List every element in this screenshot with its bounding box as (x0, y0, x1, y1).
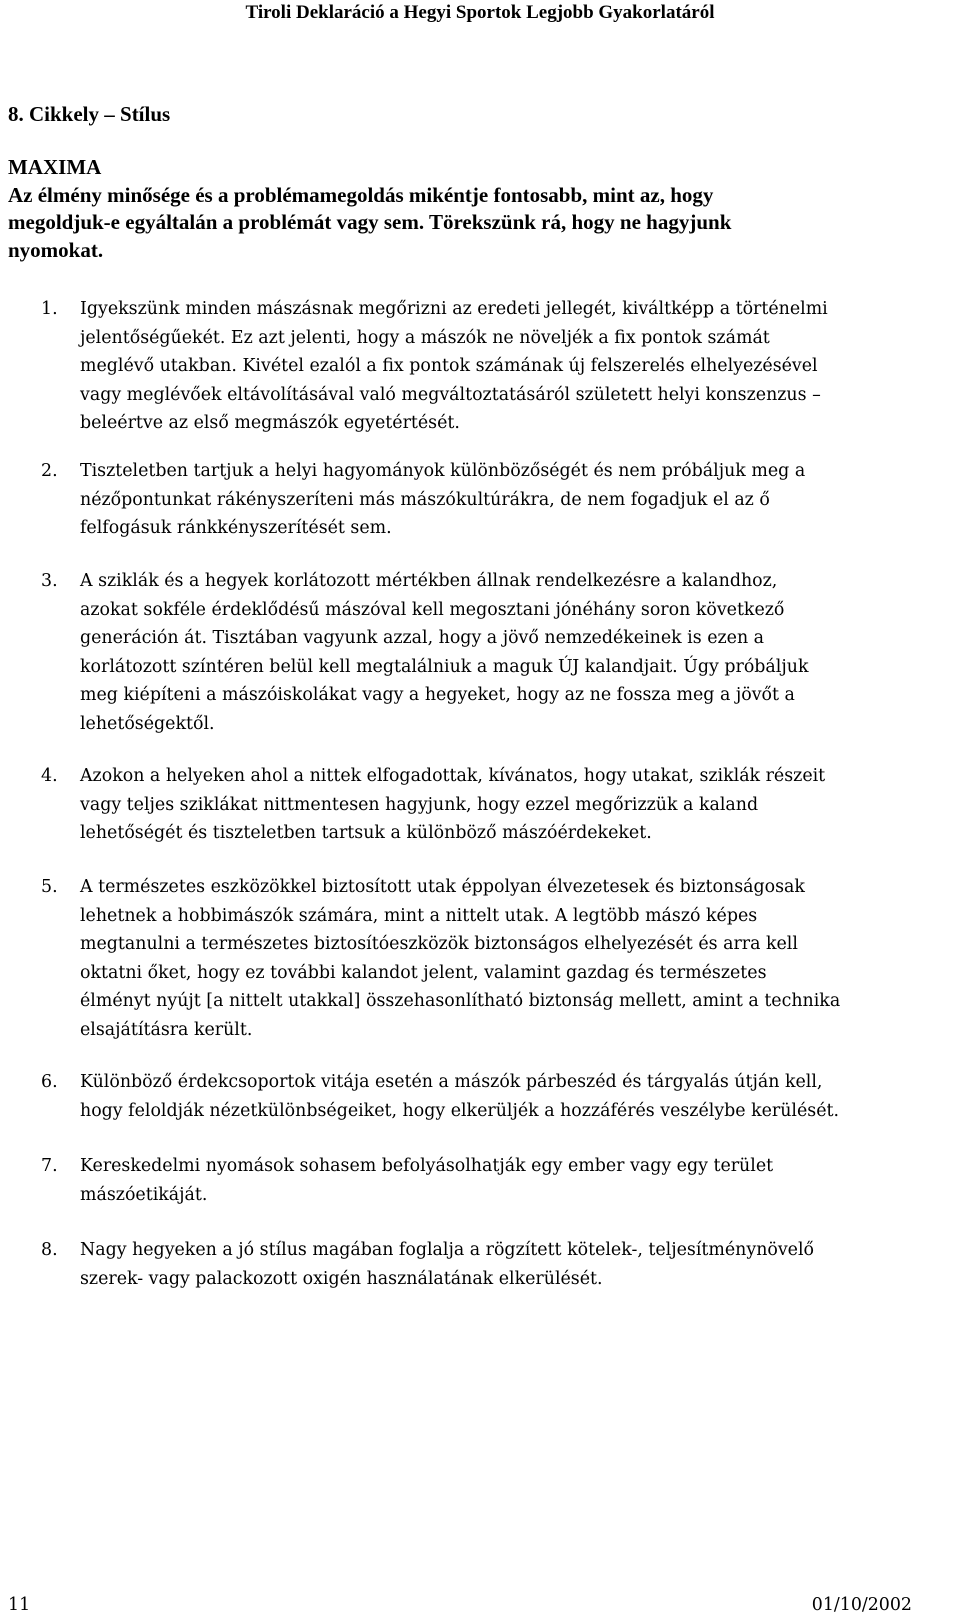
maxim-line: nyomokat. (8, 237, 104, 262)
item-number: 5. (41, 877, 58, 897)
item-line: mászóetikáját. (80, 1184, 208, 1205)
item-line: oktatni őket, hogy ez további kalandot jelent, valamint gazdag és természetes (80, 962, 767, 983)
maxim-line: Az élmény minősége és a problémamegoldás mikéntje fontosabb, mint az, hogy (8, 182, 714, 207)
item-line: korlátozott színtéren belül kell megtalálniuk a maguk ÚJ kalandjait. Úgy próbáljuk (80, 656, 809, 677)
item-line: generáción át. Tisztában vagyunk azzal, hogy a jövő nemzedékeinek is ezen a (80, 628, 765, 649)
item-line: meg kiépíteni a mászóiskolákat vagy a hegyeket, hogy az ne fossza meg a jövőt a (80, 685, 795, 706)
item-line: beleértve az első megmászók egyetértését. (80, 413, 460, 434)
item-text (80, 1236, 952, 1293)
item-line: felfogásuk ránkkényszerítését sem. (80, 518, 392, 539)
item-line: Kereskedelmi nyomások sohasem befolyásolhatják egy ember vagy egy terület (80, 1156, 774, 1176)
item-line: Igyekszünk minden mászásnak megőrizni az eredeti jellegét, kiváltképp a történelmi (80, 299, 828, 319)
item-number: 2. (41, 461, 58, 481)
item-line: nézőpontunkat rákényszeríteni más mászókultúrákra, de nem fogadjuk el az ő (80, 489, 770, 510)
item-line: azokat sokféle érdeklődésű mászóval kell megosztani jónéhány soron következő (80, 599, 785, 620)
maxim-label: MAXIMA (8, 155, 102, 179)
item-text (80, 1152, 952, 1209)
item-number: 4. (41, 766, 58, 786)
maxim-block (8, 154, 948, 264)
item-number: 1. (41, 299, 58, 319)
item-line: hogy feloldják nézetkülönbségeiket, hogy elkerüljék a hozzáférés veszélybe kerülését. (80, 1100, 840, 1121)
item-number: 8. (41, 1240, 58, 1260)
item-line: Nagy hegyeken a jó stílus magában foglalja a rögzített kötelek-, teljesítménynövelő (80, 1240, 815, 1260)
item-line: vagy teljes sziklákat nittmentesen hagyjunk, hogy ezzel megőrizzük a kaland (80, 794, 759, 815)
item-line: A természetes eszközökkel biztosított utak éppolyan élvezetesek és biztonságosak (80, 877, 805, 897)
item-text (80, 873, 952, 1045)
item-line: lehetőségét és tiszteletben tartsuk a különböző mászóérdekeket. (80, 823, 652, 844)
maxim-line: megoldjuk-e egyáltalán a problémát vagy sem. Törekszünk rá, hogy ne hagyjunk (8, 210, 732, 234)
item-number: 3. (41, 571, 58, 591)
item-number: 6. (41, 1072, 58, 1092)
item-text (80, 1068, 952, 1125)
item-text (80, 567, 952, 739)
item-line: Különböző érdekcsoportok vitája esetén a mászók párbeszéd és tárgyalás útján kell, (80, 1072, 823, 1092)
item-line: lehetnek a hobbimászók számára, mint a nittelt utak. A legtöbb mászó képes (80, 905, 758, 926)
item-text (80, 295, 952, 438)
item-line: élményt nyújt [a nittelt utakkal] összehasonlítható biztonság mellett, amint a technika (80, 991, 841, 1012)
item-text (80, 762, 952, 848)
footer-date: 01/10/2002 (811, 1595, 912, 1615)
item-line: jelentőségűekét. Ez azt jelenti, hogy a mászók ne növeljék a fix pontok számát (80, 327, 770, 348)
page-number: 11 (8, 1595, 31, 1615)
item-number: 7. (41, 1156, 58, 1176)
page-header-title: Tiroli Deklaráció a Hegyi Sportok Legjobb Gyakorlatáról (245, 2, 715, 23)
item-line: meglévő utakban. Kivétel ezalól a fix pontok számának új felszerelés elhelyezésével (80, 356, 818, 377)
section-title: 8. Cikkely – Stílus (8, 102, 171, 126)
item-line: szerek- vagy palackozott oxigén használatának elkerülését. (80, 1268, 603, 1289)
item-text (80, 457, 952, 543)
item-line: megtanulni a természetes biztosítóeszközök biztonságos elhelyezését és arra kell (80, 934, 798, 955)
item-line: Azokon a helyeken ahol a nittek elfogadottak, kívánatos, hogy utakat, sziklák részeit (80, 766, 826, 786)
item-line: elsajátításra került. (80, 1019, 253, 1040)
item-line: A sziklák és a hegyek korlátozott mértékben állnak rendelkezésre a kalandhoz, (80, 571, 778, 591)
item-line: vagy meglévőek eltávolításával való megváltoztatásáról született helyi konszenzus – (80, 384, 821, 405)
item-line: lehetőségektől. (80, 713, 215, 734)
item-line: Tiszteletben tartjuk a helyi hagyományok különbözőségét és nem próbáljuk meg a (80, 461, 806, 481)
